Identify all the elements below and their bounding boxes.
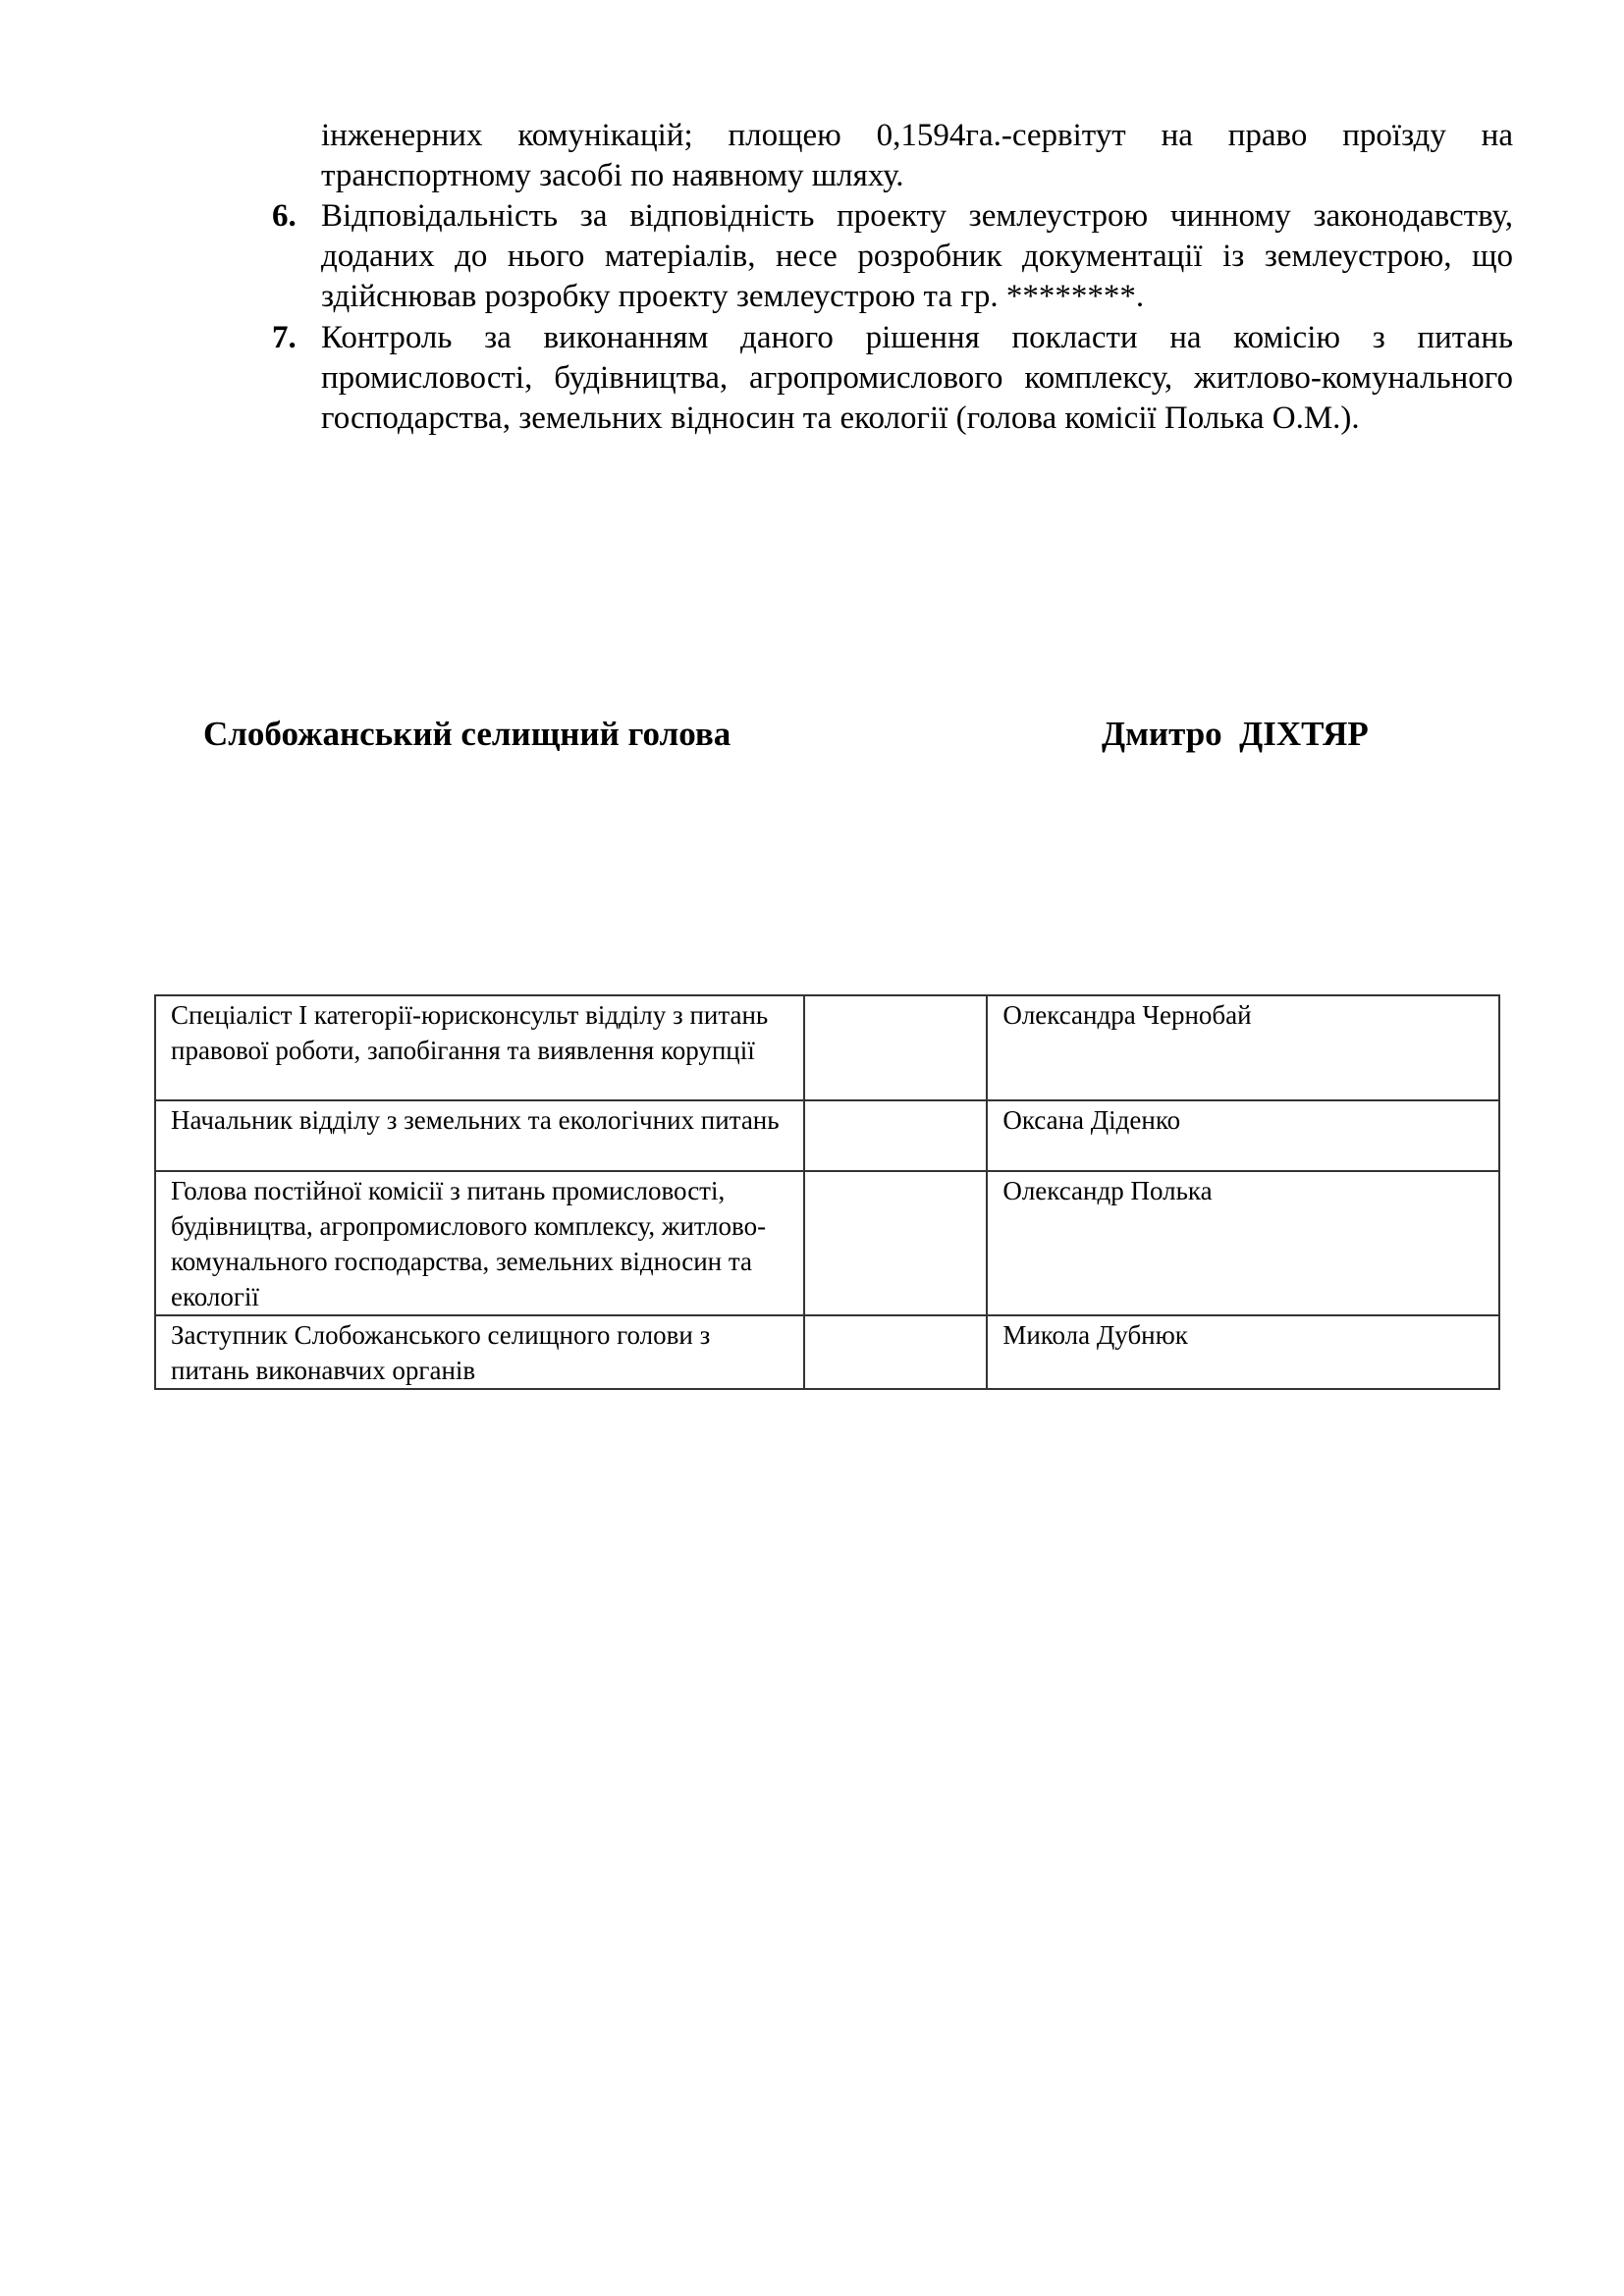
list-item-text: Контроль за виконанням даного рішення покласти на комісію з питань промисловості, будівництва, агропромислового комплексу, житлово-комунального господарства, земельних відносин та екології (голова комісії Полька О.М.). — [321, 320, 1513, 436]
signatory-title: Слобожанський селищний голова — [203, 715, 731, 753]
approval-table — [154, 994, 1500, 1390]
approver-position: Заступник Слобожанського селищного голови з питань виконавчих органів — [155, 1315, 804, 1389]
continuation-paragraph: інженерних комунікацій; площею 0,1594га.-сервітут на право проїзду на транспортному засобі по наявному шляху. — [321, 118, 1513, 193]
approver-signature-cell — [804, 1315, 988, 1389]
list-item-number: 7. — [272, 320, 297, 355]
signatory-name: Дмитро ДІХТЯР — [1102, 715, 1369, 753]
table-row — [155, 1171, 1499, 1315]
approver-signature-cell — [804, 1100, 988, 1171]
list-item-6 — [272, 196, 1513, 317]
approver-name: Олександр Полька — [987, 1171, 1499, 1315]
approver-position: Спеціаліст І категорії-юрисконсульт відділу з питань правової роботи, запобігання та виявлення корупції — [155, 995, 804, 1100]
approver-name: Микола Дубнюк — [987, 1315, 1499, 1389]
approver-position: Начальник відділу з земельних та екологічних питань — [155, 1100, 804, 1171]
table-row — [155, 1100, 1499, 1171]
approver-name: Оксана Діденко — [987, 1100, 1499, 1171]
list-item-text: Відповідальність за відповідність проекту землеустрою чинному законодавству, доданих до нього матеріалів, несе розробник документації із землеустрою, що здійснював розробку проекту землеустрою та гр. ********. — [321, 198, 1513, 314]
approver-signature-cell — [804, 995, 988, 1100]
approver-position: Голова постійної комісії з питань промисловості, будівництва, агропромислового комплексу, житлово-комунального господарства, земельних відносин та екології — [155, 1171, 804, 1315]
list-item-number: 6. — [272, 198, 297, 234]
approver-signature-cell — [804, 1171, 988, 1315]
table-row — [155, 1315, 1499, 1389]
table-row — [155, 995, 1499, 1100]
list-item-7 — [272, 318, 1513, 439]
approver-name: Олександра Чернобай — [987, 995, 1499, 1100]
